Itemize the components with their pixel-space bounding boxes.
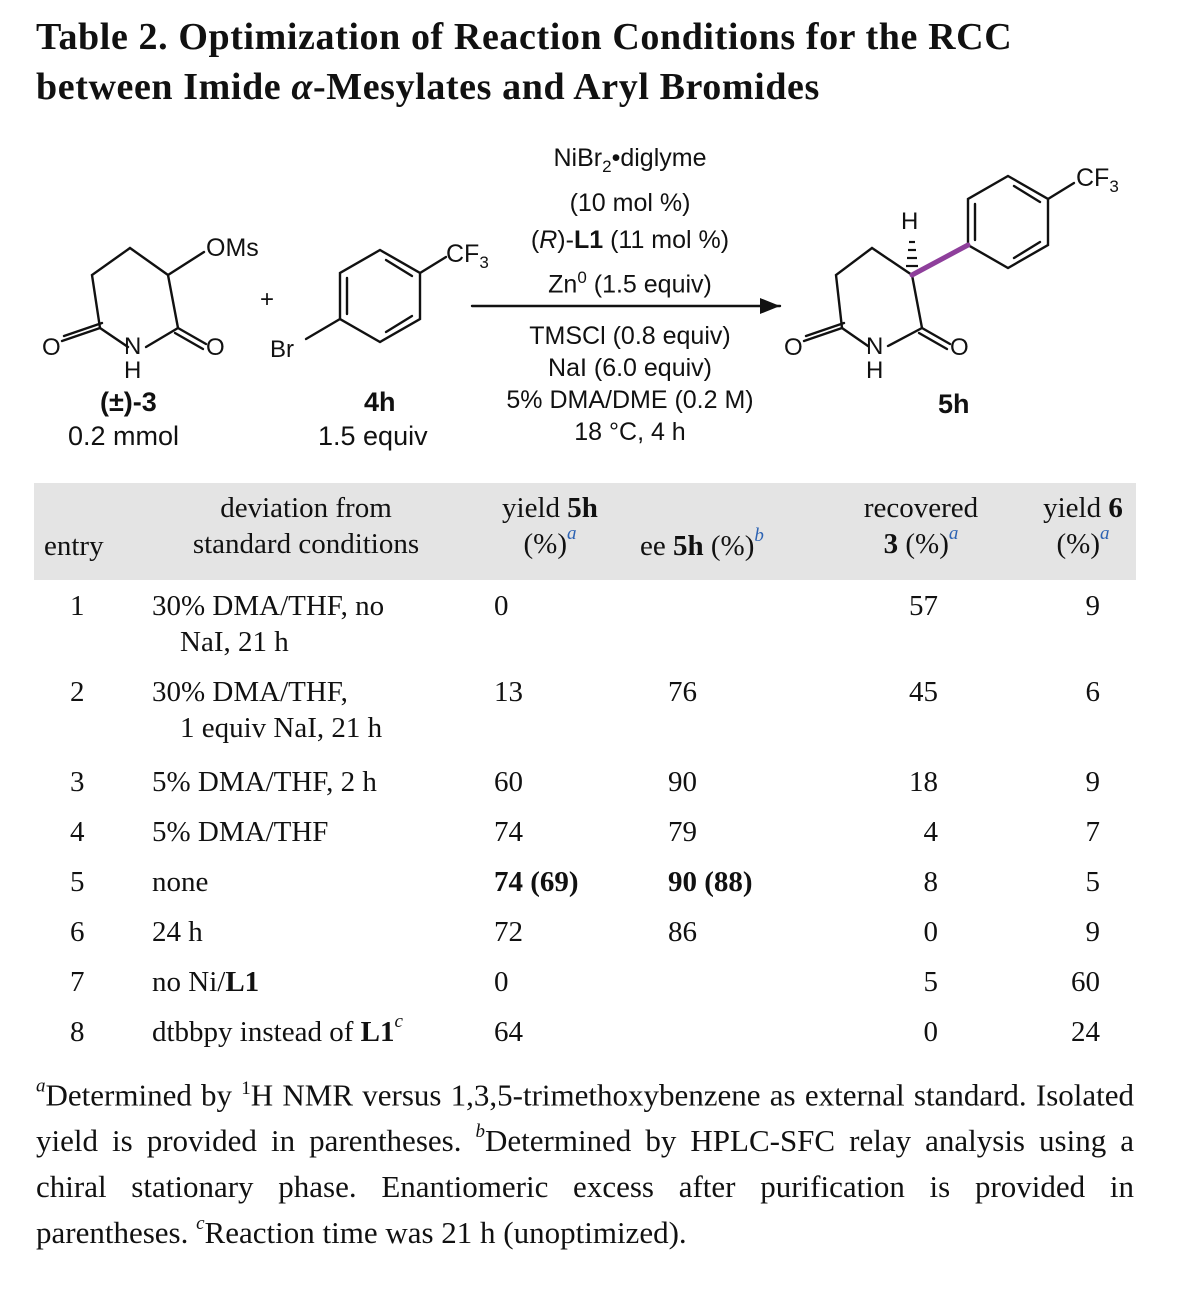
yield5h-cell: 74 (69) (494, 866, 579, 898)
deviation-cell-cont: 1 equiv NaI, 21 h (180, 712, 383, 744)
ms-group-label: OMs (206, 234, 259, 262)
yield5h-cell: 13 (494, 676, 523, 708)
n-h-label-product: N H (866, 333, 884, 384)
br-label: Br (270, 336, 294, 363)
reactant2-amount: 1.5 equiv (318, 421, 428, 451)
yield6-cell: 6 (1085, 676, 1100, 708)
product-aryl-ring (968, 176, 1048, 268)
entry-cell: 4 (70, 816, 85, 848)
table-footnotes: $^a$Determined by $^1$H NMR versus 1,3,5-trimethoxybenzene as external standard. Isolated yield is provided in parentheses. $^b$Determined by HPLC-SFC relay analysis using a chiral stationary phase. Enantiomeric excess after purification is provided in parentheses. $^c$Reaction time was 21 h (unoptimized). (36, 1075, 1135, 1251)
yield6-cell: 5 (1085, 866, 1100, 898)
recovered3-cell: 57 (909, 590, 938, 622)
entry-cell: 6 (70, 916, 85, 948)
col-recovered3: recovered 3 (%)$^a$ (863, 492, 979, 560)
deviation-cell-cont: NaI, 21 h (180, 626, 289, 658)
deviation-cell: 24 h (152, 916, 203, 948)
entry-cell: 3 (70, 766, 85, 798)
n-h-label: N H (124, 333, 142, 384)
ee5h-cell: 76 (668, 676, 697, 708)
recovered3-cell: 0 (923, 1016, 938, 1048)
o-right-label: O (206, 334, 225, 361)
reactant2-ring (340, 250, 420, 342)
plus-sign: + (260, 286, 275, 313)
col-ee5h: ee 5h (%)$^b$ (640, 525, 764, 562)
entry-cell: 1 (70, 590, 85, 622)
deviation-cell: no Ni/L1 (152, 966, 260, 998)
yield6-cell: 7 (1085, 816, 1100, 848)
col-yield5h: yield 5h (%)$^a$ (502, 492, 598, 560)
o-right-label-product: O (950, 334, 969, 361)
deviation-cell: 5% DMA/THF (152, 816, 329, 848)
recovered3-cell: 45 (909, 676, 938, 708)
yield6-cell: 24 (1071, 1016, 1100, 1048)
deviation-cell: none (152, 866, 209, 898)
ee5h-cell: 90 (668, 766, 697, 798)
product-ring (836, 248, 922, 328)
deviation-cell: dtbbpy instead of L1$^c$ (152, 1011, 403, 1048)
conditions-above: NiBr$_2$•diglyme (10 mol %) (R)-L1 (11 mol %) Zn$^0$ (1.5 equiv) (530, 144, 730, 299)
yield5h-cell: 60 (494, 766, 523, 798)
entry-cell: 7 (70, 966, 85, 998)
reactant1-label: (±)-3 (100, 387, 157, 417)
ee5h-cell: 90 (88) (668, 866, 753, 898)
yield5h-cell: 0 (494, 966, 509, 998)
yield5h-cell: 74 (494, 816, 523, 848)
yield6-cell: 9 (1085, 590, 1100, 622)
entry-cell: 2 (70, 676, 85, 708)
conditions-below: TMSCl (0.8 equiv) NaI (6.0 equiv) 5% DMA/DME (0.2 M) 18 °C, 4 h (506, 322, 754, 446)
reactant2-label: 4h (364, 387, 396, 417)
reactant1-amount: 0.2 mmol (68, 421, 180, 451)
yield6-cell: 9 (1085, 916, 1100, 948)
yield5h-cell: 64 (494, 1016, 523, 1048)
cf3-label-product: $CF_3$ (1076, 164, 1119, 196)
deviation-cell: 5% DMA/THF, 2 h (152, 766, 377, 798)
recovered3-cell: 0 (923, 916, 938, 948)
yield5h-cell: 72 (494, 916, 523, 948)
recovered3-cell: 18 (909, 766, 938, 798)
yield5h-cell: 0 (494, 590, 509, 622)
o-left-label-product: O (784, 334, 803, 361)
o-left-label: O (42, 334, 61, 361)
col-entry: entry (44, 530, 104, 562)
entry-cell: 8 (70, 1016, 85, 1048)
deviation-cell: 30% DMA/THF, no (152, 590, 385, 622)
ee5h-cell: 86 (668, 916, 697, 948)
entry-cell: 5 (70, 866, 85, 898)
recovered3-cell: 8 (923, 866, 938, 898)
table-title: Table 2. Optimization of Reaction Conditions for the RCC between Imide α-Mesylates and Aryl Bromides (36, 16, 1013, 108)
yield6-cell: 60 (1071, 966, 1100, 998)
reactant1-ring (92, 248, 178, 328)
recovered3-cell: 5 (923, 966, 938, 998)
yield6-cell: 9 (1085, 766, 1100, 798)
h-label-product: H (901, 208, 919, 235)
col-deviation: deviation from standard conditions (192, 492, 420, 560)
col-yield6: yield 6 (%)$^a$ (1043, 492, 1123, 560)
product-label: 5h (938, 389, 970, 419)
new-cc-bond (912, 245, 968, 275)
cf3-label-reactant: $CF_3$ (446, 240, 489, 272)
recovered3-cell: 4 (923, 816, 938, 848)
ee5h-cell: 79 (668, 816, 697, 848)
deviation-cell: 30% DMA/THF, (152, 676, 348, 708)
